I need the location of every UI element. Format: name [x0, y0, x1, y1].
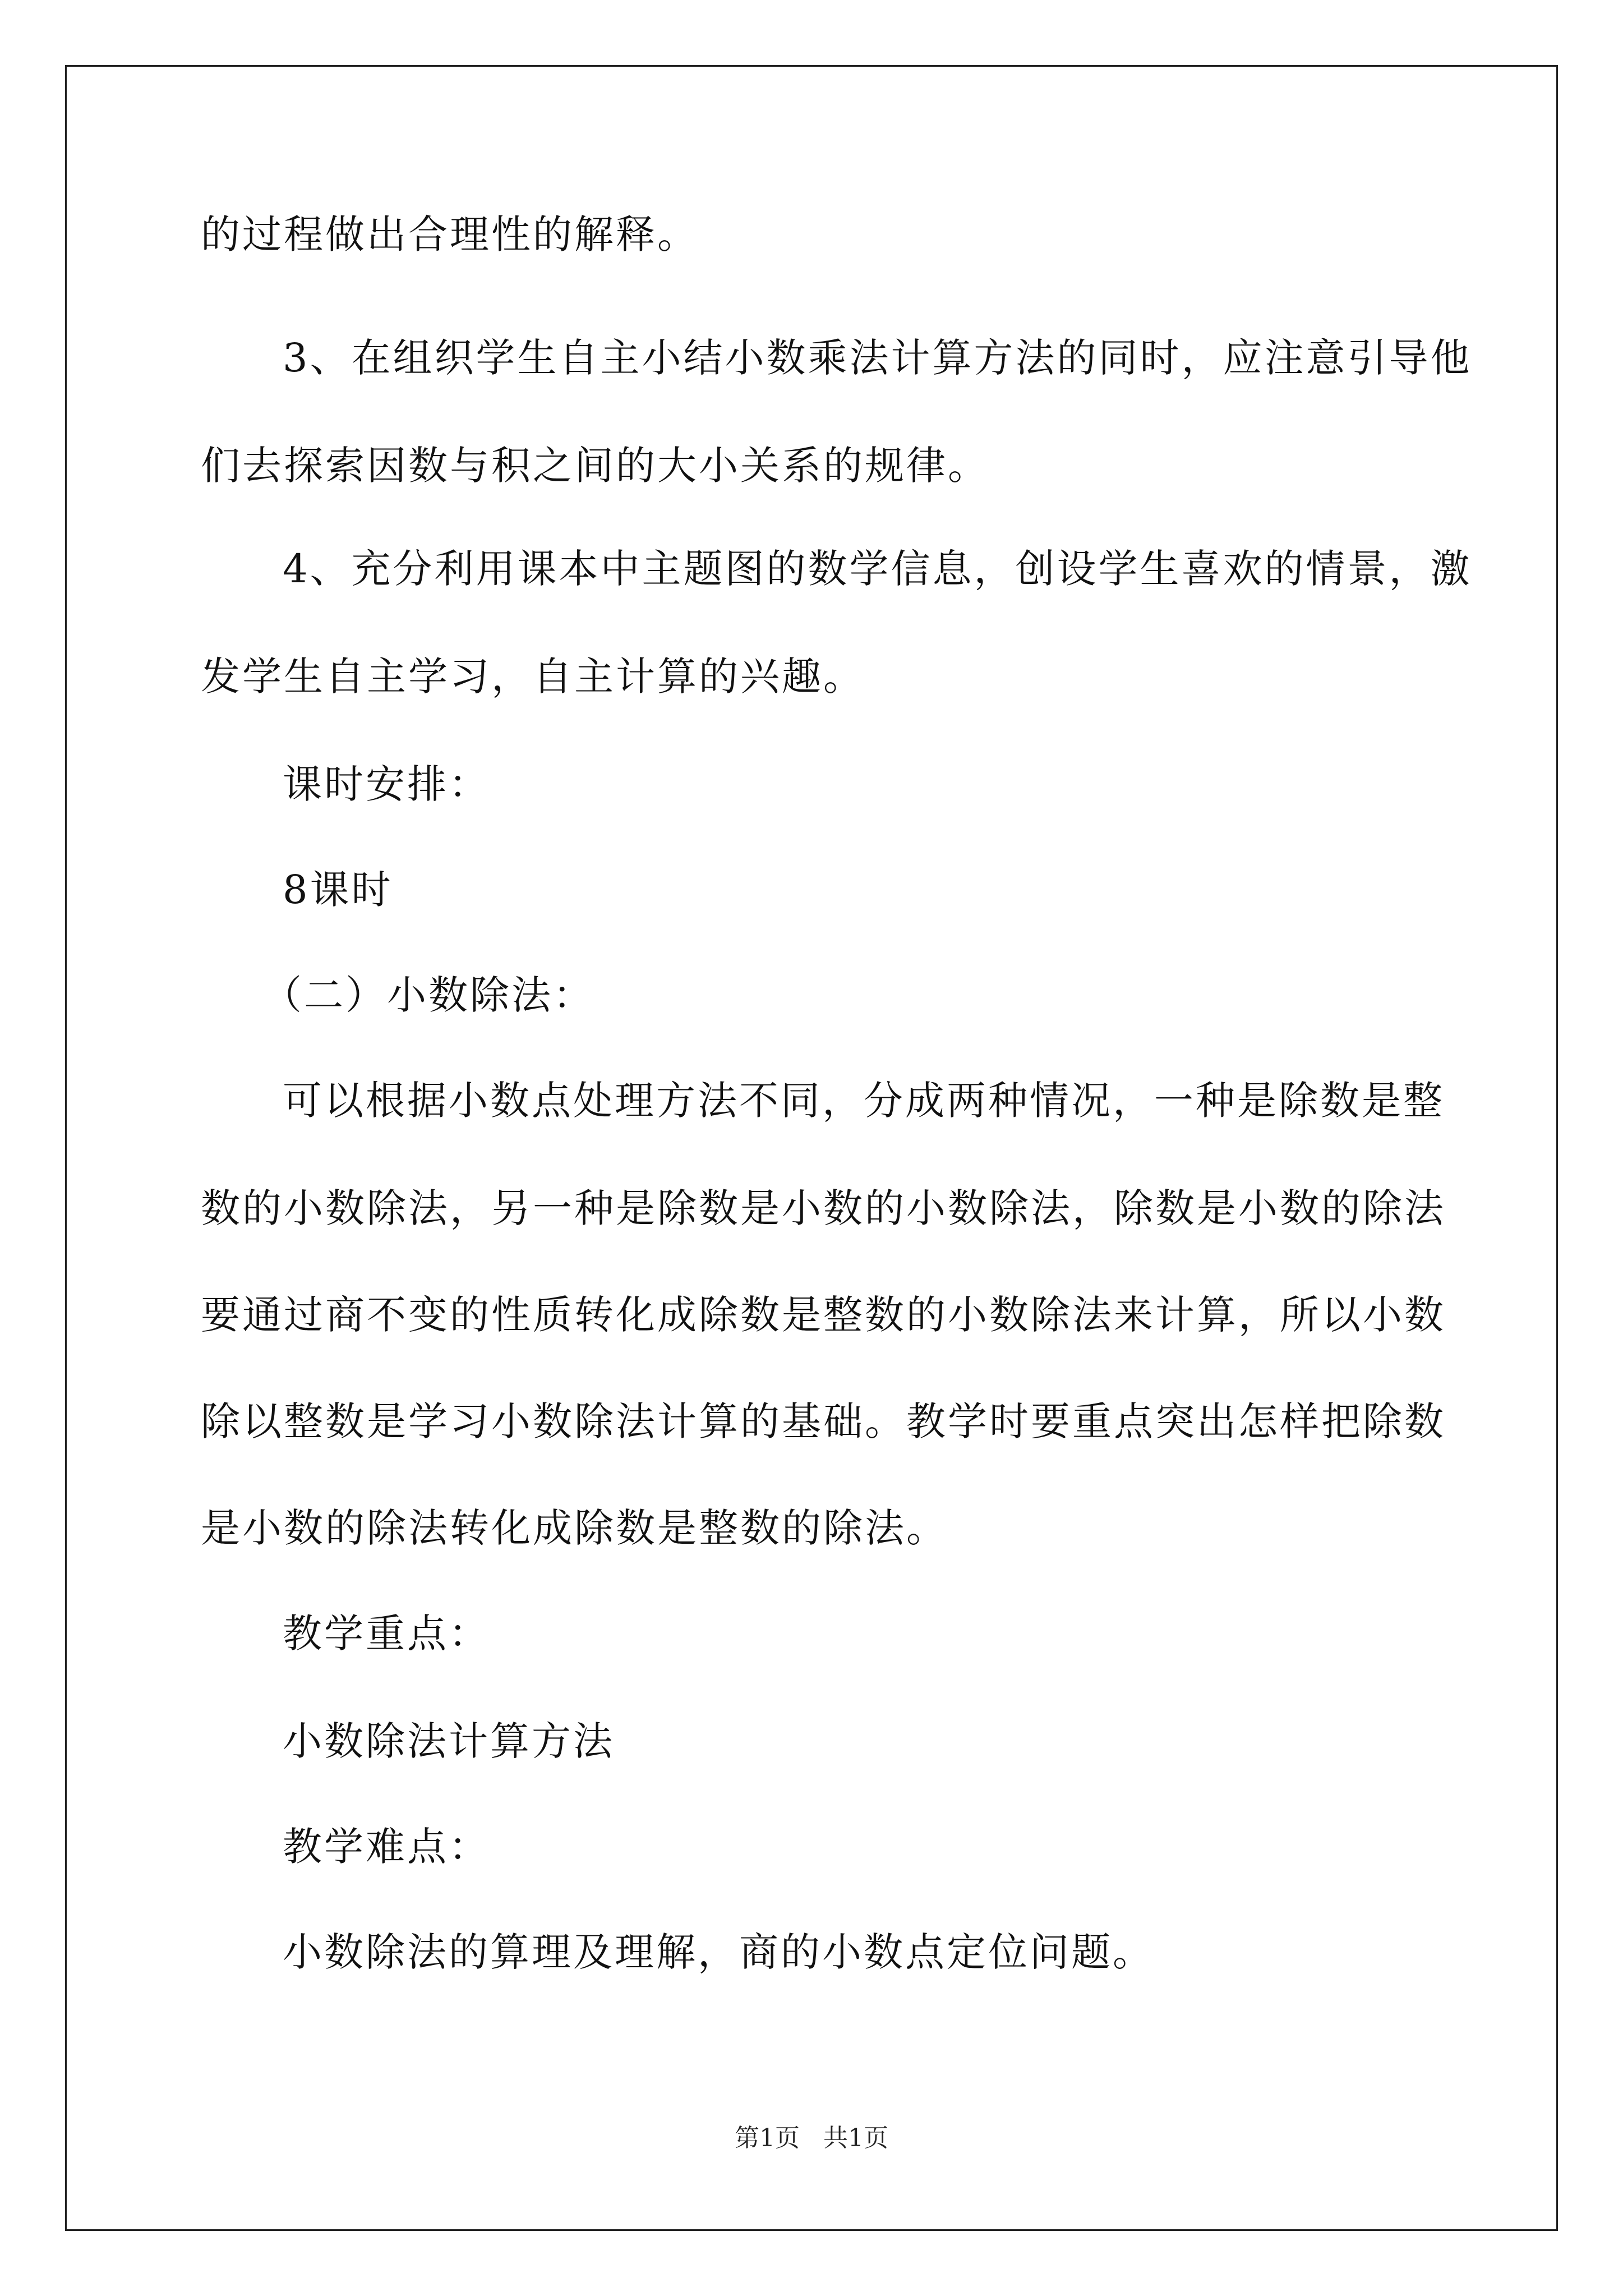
paragraph-line: 3、在组织学生自主小结小数乘法计算方法的同时，应注意引导他 — [283, 335, 1472, 381]
paragraph-line: 除以整数是学习小数除法计算的基础。教学时要重点突出怎样把除数 — [201, 1398, 1446, 1444]
paragraph-line: 是小数的除法转化成除数是整数的除法。 — [201, 1505, 948, 1551]
section-label: 教学重点： — [283, 1611, 490, 1657]
section-label: 课时安排： — [283, 761, 490, 807]
paragraph-line: 可以根据小数点处理方法不同，分成两种情况，一种是除数是整 — [283, 1078, 1445, 1124]
section-heading: （二）小数除法： — [262, 972, 594, 1018]
paragraph-line: 要通过商不变的性质转化成除数是整数的小数除法来计算，所以小数 — [201, 1292, 1446, 1338]
paragraph-line: 小数除法的算理及理解，商的小数点定位问题。 — [283, 1929, 1154, 1975]
paragraph-line: 发学生自主学习，自主计算的兴趣。 — [201, 654, 865, 700]
paragraph-line: 4、充分利用课本中主题图的数学信息，创设学生喜欢的情景，激 — [283, 546, 1472, 592]
page-border — [65, 65, 1558, 2231]
paragraph-line: 小数除法计算方法 — [283, 1718, 615, 1764]
section-label: 教学难点： — [283, 1824, 490, 1870]
paragraph-line: 们去探索因数与积之间的大小关系的规律。 — [201, 443, 989, 489]
paragraph-line: 数的小数除法，另一种是除数是小数的小数除法，除数是小数的除法 — [201, 1185, 1446, 1231]
paragraph-line: 的过程做出合理性的解释。 — [201, 211, 699, 257]
paragraph-line: 8课时 — [283, 867, 393, 913]
page-number: 第1页 共1页 — [735, 2124, 888, 2152]
